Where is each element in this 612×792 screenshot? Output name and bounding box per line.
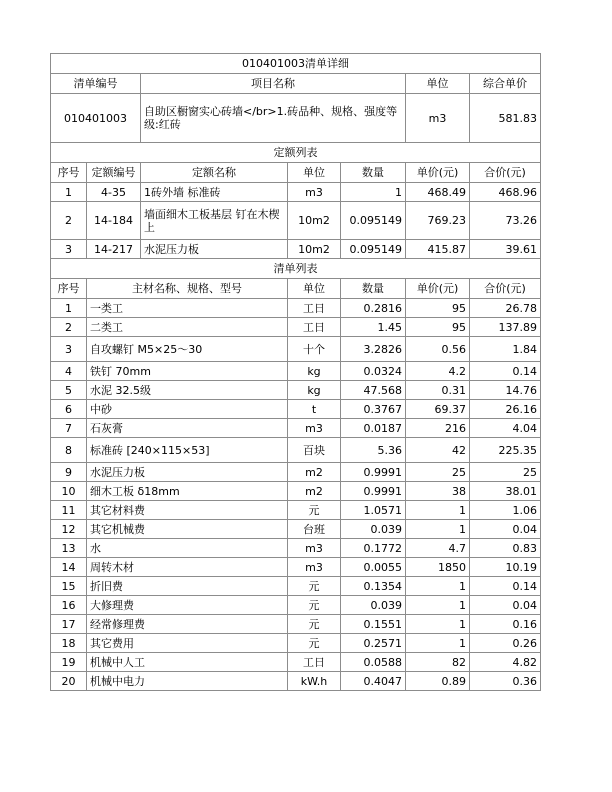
quota-unit-price: 769.23 — [406, 202, 470, 240]
material-total: 1.84 — [470, 337, 541, 362]
material-row — [51, 337, 541, 362]
bill-code-header: 清单编号 — [51, 74, 141, 94]
material-unit: m2 — [288, 463, 341, 482]
material-no: 13 — [51, 539, 87, 558]
material-total: 25 — [470, 463, 541, 482]
material-no: 10 — [51, 482, 87, 501]
material-qty: 0.0588 — [341, 653, 406, 672]
material-no: 4 — [51, 362, 87, 381]
material-name: 一类工 — [87, 299, 288, 318]
bill-price: 581.83 — [470, 94, 541, 143]
quota-row — [51, 240, 541, 259]
material-qty: 0.4047 — [341, 672, 406, 691]
material-no: 19 — [51, 653, 87, 672]
material-no: 18 — [51, 634, 87, 653]
material-unit-price: 1 — [406, 520, 470, 539]
material-unit: m2 — [288, 482, 341, 501]
material-name: 中砂 — [87, 400, 288, 419]
material-qty: 0.1551 — [341, 615, 406, 634]
material-unit: t — [288, 400, 341, 419]
material-name: 经常修理费 — [87, 615, 288, 634]
material-unit-price: 1 — [406, 615, 470, 634]
material-total: 26.16 — [470, 400, 541, 419]
material-unit-price: 1 — [406, 577, 470, 596]
material-qty: 0.039 — [341, 520, 406, 539]
material-name-header: 主材名称、规格、型号 — [87, 279, 288, 299]
material-unit-price: 0.89 — [406, 672, 470, 691]
material-unit: kW.h — [288, 672, 341, 691]
material-section-title: 清单列表 — [51, 259, 541, 279]
material-total: 14.76 — [470, 381, 541, 400]
quota-unit-price: 415.87 — [406, 240, 470, 259]
bill-name-header: 项目名称 — [141, 74, 406, 94]
material-name: 细木工板 δ18mm — [87, 482, 288, 501]
material-qty: 1.45 — [341, 318, 406, 337]
material-row — [51, 596, 541, 615]
material-no: 2 — [51, 318, 87, 337]
material-qty: 0.9991 — [341, 463, 406, 482]
material-total: 0.16 — [470, 615, 541, 634]
material-unit: 元 — [288, 577, 341, 596]
material-qty: 0.2571 — [341, 634, 406, 653]
material-unit-price: 82 — [406, 653, 470, 672]
material-total: 0.14 — [470, 362, 541, 381]
material-no: 9 — [51, 463, 87, 482]
quota-code: 14-217 — [87, 240, 141, 259]
quota-no: 1 — [51, 183, 87, 202]
material-name: 折旧费 — [87, 577, 288, 596]
material-qty: 3.2826 — [341, 337, 406, 362]
quota-row — [51, 202, 541, 240]
material-total: 10.19 — [470, 558, 541, 577]
material-name: 二类工 — [87, 318, 288, 337]
quota-qty: 1 — [341, 183, 406, 202]
material-total: 0.36 — [470, 672, 541, 691]
material-row — [51, 381, 541, 400]
material-unit: 十个 — [288, 337, 341, 362]
material-total-header: 合价(元) — [470, 279, 541, 299]
material-unit: 工日 — [288, 653, 341, 672]
quota-code: 4-35 — [87, 183, 141, 202]
bill-detail-table — [50, 53, 541, 691]
material-unit: 工日 — [288, 299, 341, 318]
material-name: 机械中人工 — [87, 653, 288, 672]
bill-code: 010401003 — [51, 94, 141, 143]
material-unit: 元 — [288, 596, 341, 615]
material-unit: 台班 — [288, 520, 341, 539]
material-row — [51, 299, 541, 318]
material-no: 17 — [51, 615, 87, 634]
quota-row — [51, 183, 541, 202]
material-total: 0.04 — [470, 596, 541, 615]
material-qty: 0.0187 — [341, 419, 406, 438]
material-total: 0.83 — [470, 539, 541, 558]
material-unit-price: 1 — [406, 596, 470, 615]
bill-price-header: 综合单价 — [470, 74, 541, 94]
material-row — [51, 615, 541, 634]
material-qty: 0.2816 — [341, 299, 406, 318]
material-qty: 0.3767 — [341, 400, 406, 419]
material-qty: 0.0324 — [341, 362, 406, 381]
quota-unit: 10m2 — [288, 202, 341, 240]
material-unit: 百块 — [288, 438, 341, 463]
material-unit: kg — [288, 381, 341, 400]
quota-no: 3 — [51, 240, 87, 259]
material-total: 26.78 — [470, 299, 541, 318]
material-no: 7 — [51, 419, 87, 438]
material-name: 标准砖 [240×115×53] — [87, 438, 288, 463]
material-unit-price: 95 — [406, 299, 470, 318]
material-unit: 元 — [288, 634, 341, 653]
bill-name: 自助区橱窗实心砖墙</br>1.砖品种、规格、强度等级:红砖 — [141, 94, 406, 143]
material-no-header: 序号 — [51, 279, 87, 299]
material-no: 1 — [51, 299, 87, 318]
material-name: 水泥 32.5级 — [87, 381, 288, 400]
material-total: 0.26 — [470, 634, 541, 653]
material-unit-price: 216 — [406, 419, 470, 438]
material-unit: m3 — [288, 558, 341, 577]
material-qty-header: 数量 — [341, 279, 406, 299]
quota-qty-header: 数量 — [341, 163, 406, 183]
page-title: 010401003清单详细 — [51, 54, 541, 74]
material-name: 其它机械费 — [87, 520, 288, 539]
material-total: 38.01 — [470, 482, 541, 501]
material-name: 机械中电力 — [87, 672, 288, 691]
material-qty: 47.568 — [341, 381, 406, 400]
material-qty: 1.0571 — [341, 501, 406, 520]
quota-total: 39.61 — [470, 240, 541, 259]
material-name: 水泥压力板 — [87, 463, 288, 482]
material-row — [51, 672, 541, 691]
material-unit: 工日 — [288, 318, 341, 337]
material-name: 水 — [87, 539, 288, 558]
quota-name-header: 定额名称 — [141, 163, 288, 183]
material-unit-price: 38 — [406, 482, 470, 501]
material-row — [51, 318, 541, 337]
quota-code-header: 定额编号 — [87, 163, 141, 183]
quota-total-header: 合价(元) — [470, 163, 541, 183]
material-row — [51, 400, 541, 419]
material-no: 14 — [51, 558, 87, 577]
material-total: 0.04 — [470, 520, 541, 539]
material-unit-price: 95 — [406, 318, 470, 337]
material-unit-price: 4.2 — [406, 362, 470, 381]
material-name: 铁钉 70mm — [87, 362, 288, 381]
material-unit: m3 — [288, 419, 341, 438]
material-total: 1.06 — [470, 501, 541, 520]
quota-total: 468.96 — [470, 183, 541, 202]
material-row — [51, 362, 541, 381]
quota-unit: 10m2 — [288, 240, 341, 259]
material-unit-price-header: 单价(元) — [406, 279, 470, 299]
material-unit: m3 — [288, 539, 341, 558]
material-row — [51, 482, 541, 501]
material-unit-header: 单位 — [288, 279, 341, 299]
quota-unit-header: 单位 — [288, 163, 341, 183]
material-row — [51, 653, 541, 672]
material-qty: 0.9991 — [341, 482, 406, 501]
material-unit-price: 4.7 — [406, 539, 470, 558]
quota-total: 73.26 — [470, 202, 541, 240]
material-total: 0.14 — [470, 577, 541, 596]
material-row — [51, 577, 541, 596]
material-name: 石灰膏 — [87, 419, 288, 438]
material-row — [51, 539, 541, 558]
material-row — [51, 463, 541, 482]
quota-name: 墙面细木工板基层 钉在木楔上 — [141, 202, 288, 240]
material-qty: 0.039 — [341, 596, 406, 615]
material-row — [51, 558, 541, 577]
material-unit-price: 1850 — [406, 558, 470, 577]
material-row — [51, 419, 541, 438]
material-total: 4.04 — [470, 419, 541, 438]
material-unit-price: 1 — [406, 634, 470, 653]
material-name: 周转木材 — [87, 558, 288, 577]
material-no: 20 — [51, 672, 87, 691]
material-row — [51, 438, 541, 463]
quota-qty: 0.095149 — [341, 240, 406, 259]
material-row — [51, 501, 541, 520]
material-no: 12 — [51, 520, 87, 539]
material-name: 其它材料费 — [87, 501, 288, 520]
material-qty: 0.0055 — [341, 558, 406, 577]
quota-unit-price: 468.49 — [406, 183, 470, 202]
quota-name: 水泥压力板 — [141, 240, 288, 259]
bill-unit-header: 单位 — [406, 74, 470, 94]
material-total: 137.89 — [470, 318, 541, 337]
material-no: 11 — [51, 501, 87, 520]
material-unit-price: 25 — [406, 463, 470, 482]
quota-qty: 0.095149 — [341, 202, 406, 240]
material-unit-price: 42 — [406, 438, 470, 463]
material-total: 225.35 — [470, 438, 541, 463]
material-no: 8 — [51, 438, 87, 463]
material-unit-price: 1 — [406, 501, 470, 520]
material-no: 5 — [51, 381, 87, 400]
quota-unit-price-header: 单价(元) — [406, 163, 470, 183]
material-name: 大修理费 — [87, 596, 288, 615]
material-unit-price: 0.31 — [406, 381, 470, 400]
material-qty: 0.1772 — [341, 539, 406, 558]
material-unit-price: 69.37 — [406, 400, 470, 419]
material-unit: 元 — [288, 615, 341, 634]
material-unit-price: 0.56 — [406, 337, 470, 362]
quota-section-title: 定额列表 — [51, 143, 541, 163]
material-name: 其它费用 — [87, 634, 288, 653]
material-total: 4.82 — [470, 653, 541, 672]
material-unit: kg — [288, 362, 341, 381]
quota-no: 2 — [51, 202, 87, 240]
material-name: 自攻螺钉 M5×25～30 — [87, 337, 288, 362]
quota-code: 14-184 — [87, 202, 141, 240]
quota-name: 1砖外墙 标准砖 — [141, 183, 288, 202]
material-qty: 0.1354 — [341, 577, 406, 596]
quota-unit: m3 — [288, 183, 341, 202]
material-row — [51, 634, 541, 653]
material-no: 3 — [51, 337, 87, 362]
material-no: 15 — [51, 577, 87, 596]
material-qty: 5.36 — [341, 438, 406, 463]
material-no: 16 — [51, 596, 87, 615]
bill-unit: m3 — [406, 94, 470, 143]
material-unit: 元 — [288, 501, 341, 520]
quota-no-header: 序号 — [51, 163, 87, 183]
material-no: 6 — [51, 400, 87, 419]
material-row — [51, 520, 541, 539]
